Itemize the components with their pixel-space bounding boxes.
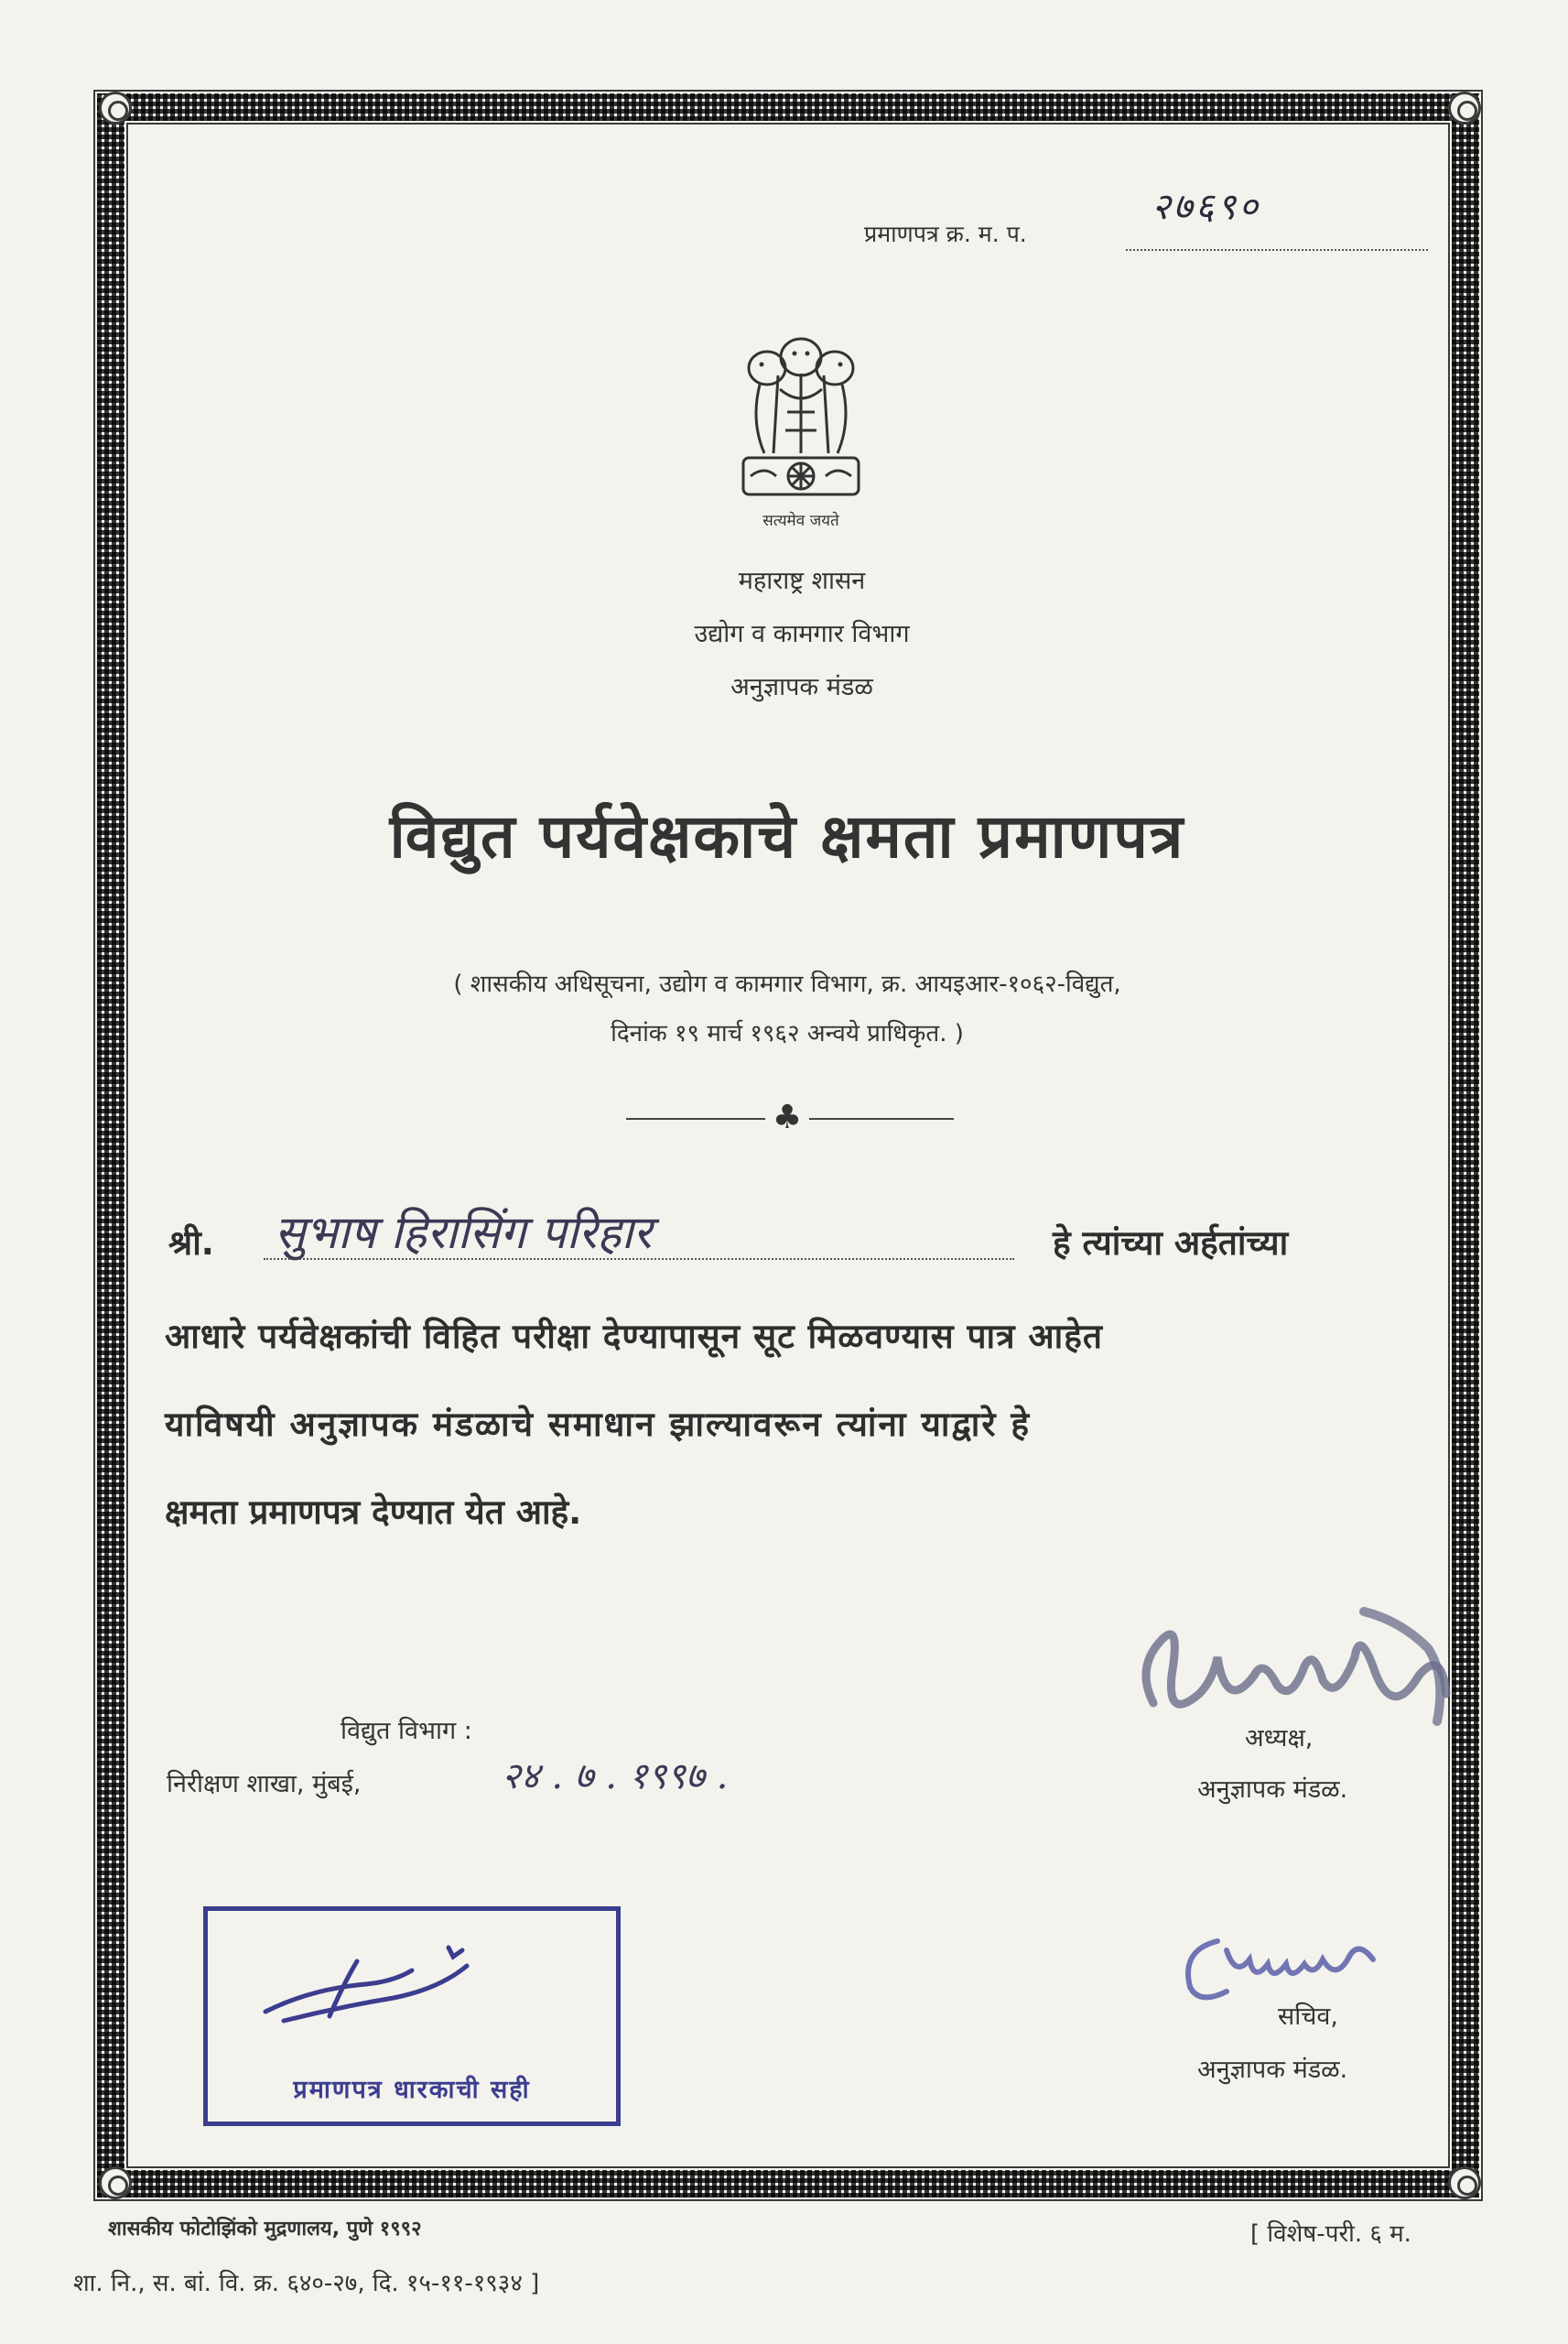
corner-ornament-bottom-left (99, 2166, 132, 2199)
chairman-title: अध्यक्ष, (1245, 1724, 1314, 1753)
corner-ornament-bottom-right (1448, 2166, 1481, 2199)
place-line-1: विद्युत विभाग : (341, 1717, 472, 1745)
divider-line-right (809, 1118, 954, 1120)
state-emblem-icon (723, 320, 879, 513)
issue-date: २४ . ७ . १९९७ . (502, 1755, 729, 1797)
body-line-2: आधारे पर्यवेक्षकांची विहित परीक्षा देण्यापासून सूट मिळवण्यास पात्र आहेत (165, 1317, 1103, 1356)
divider-line-left (626, 1118, 765, 1120)
emblem-motto: सत्यमेव जयते (762, 512, 839, 530)
notification-line-2: दिनांक १९ मार्च १९६२ अन्वये प्राधिकृत. ) (611, 1020, 964, 1047)
place-line-2: निरीक्षण शाखा, मुंबई, (167, 1770, 362, 1798)
certificate-title: विद्युत पर्यवेक्षकाचे क्षमता प्रमाणपत्र (389, 801, 1185, 872)
holder-signature-label: प्रमाणपत्र धारकाची सही (293, 2076, 531, 2104)
salutation: श्री. (168, 1223, 214, 1263)
chairman-org: अनुज्ञापक मंडळ. (1197, 1775, 1348, 1804)
issuer-board: अनुज्ञापक मंडळ (730, 673, 873, 701)
secretary-title: सचिव, (1278, 2002, 1338, 2031)
footer-reference: शा. नि., स. बां. वि. क्र. ६४०-२७, दि. १५-११-१९३४ ] (73, 2270, 540, 2297)
holder-signature (256, 1934, 494, 2035)
footer-special-form: [ विशेष-परी. ६ म. (1250, 2220, 1411, 2248)
secretary-org: अनुज्ञापक मंडळ. (1197, 2056, 1348, 2084)
footer-press: शासकीय फोटोझिंको मुद्रणालय, पुणे १९९२ (108, 2218, 422, 2241)
certificate-number-line (1126, 229, 1428, 251)
notification-line-1: ( शासकीय अधिसूचना, उद्योग व कामगार विभाग, क्र. आयइआर-१०६२-विद्युत, (453, 971, 1121, 998)
body-line-4: क्षमता प्रमाणपत्र देण्यात येत आहे. (165, 1492, 582, 1532)
corner-ornament-top-left (99, 92, 132, 125)
certificate-number-label: प्रमाणपत्र क्र. म. प. (864, 221, 1027, 247)
divider-club-icon: ♣ (772, 1099, 803, 1136)
certificate-number-value: २७६९० (1152, 186, 1260, 228)
body-line-1-rest: हे त्यांच्या अर्हतांच्या (1053, 1223, 1289, 1263)
corner-ornament-top-right (1448, 92, 1481, 125)
issuer-government: महाराष्ट्र शासन (738, 567, 866, 595)
holder-name: सुभाष हिरासिंग परिहार (275, 1206, 653, 1259)
body-line-3: याविषयी अनुज्ञापक मंडळाचे समाधान झाल्यावरून त्यांना याद्वारे हे (165, 1405, 1031, 1444)
issuer-department: उद्योग व कामगार विभाग (694, 620, 910, 648)
